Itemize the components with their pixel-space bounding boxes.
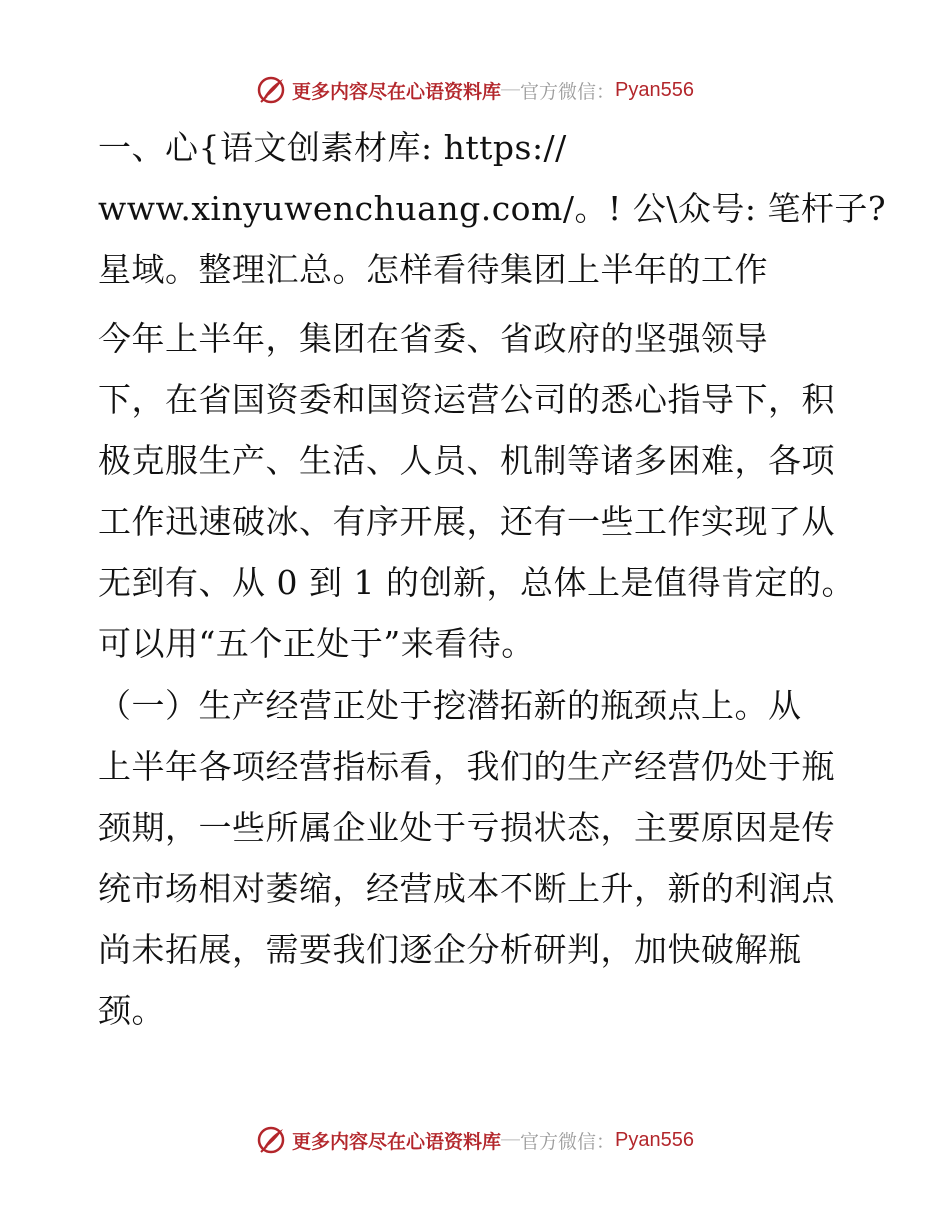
text-line: 极克服生产、生活、人员、机制等诸多困难，各项 xyxy=(98,441,835,480)
text-line: www.xinyuwenchuang.com/。! 公\众号: 笔杆子? xyxy=(98,189,887,228)
banner-title: 更多内容尽在心语资料库 xyxy=(292,1130,502,1153)
paragraph-section-one xyxy=(98,675,858,1041)
banner-wechat-label: 官方微信： xyxy=(520,80,616,103)
text-line: 无到有、从 0 到 1 的创新，总体上是值得肯定的。 xyxy=(98,563,855,602)
text-line: 下，在省国资委和国资运营公司的悉心指导下，积 xyxy=(98,380,835,419)
banner-separator: — xyxy=(501,79,521,100)
text-line: 颈。 xyxy=(98,991,165,1030)
banner-title: 更多内容尽在心语资料库 xyxy=(292,80,502,103)
feather-pen-circle-icon xyxy=(256,1125,286,1155)
banner-separator: — xyxy=(501,1129,521,1150)
header-banner xyxy=(0,70,950,110)
text-line: 一、心{语文创素材库: https:// xyxy=(98,128,567,167)
text-line: 尚未拓展，需要我们逐企分析研判，加快破解瓶 xyxy=(98,930,802,969)
text-line: 可以用“五个正处于”来看待。 xyxy=(98,624,535,663)
banner-wechat-handle: Pyan556 xyxy=(615,1128,694,1151)
banner-wechat-label: 官方微信： xyxy=(520,1130,616,1153)
text-line: 上半年各项经营指标看，我们的生产经营仍处于瓶 xyxy=(98,747,835,786)
paragraph-overview xyxy=(98,308,858,674)
footer-banner xyxy=(0,1120,950,1160)
text-line: 工作迅速破冰、有序开展，还有一些工作实现了从 xyxy=(98,502,835,541)
text-line: 颈期，一些所属企业处于亏损状态，主要原因是传 xyxy=(98,808,835,847)
text-line: 星域。整理汇总。怎样看待集团上半年的工作 xyxy=(98,250,768,289)
text-line: 今年上半年，集团在省委、省政府的坚强领导 xyxy=(98,319,768,358)
paragraph-title xyxy=(98,117,887,300)
text-line: （一）生产经营正处于挖潜拓新的瓶颈点上。从 xyxy=(98,686,802,725)
text-line: 统市场相对萎缩，经营成本不断上升，新的利润点 xyxy=(98,869,835,908)
banner-wechat-handle: Pyan556 xyxy=(615,78,694,101)
feather-pen-circle-icon xyxy=(256,75,286,105)
